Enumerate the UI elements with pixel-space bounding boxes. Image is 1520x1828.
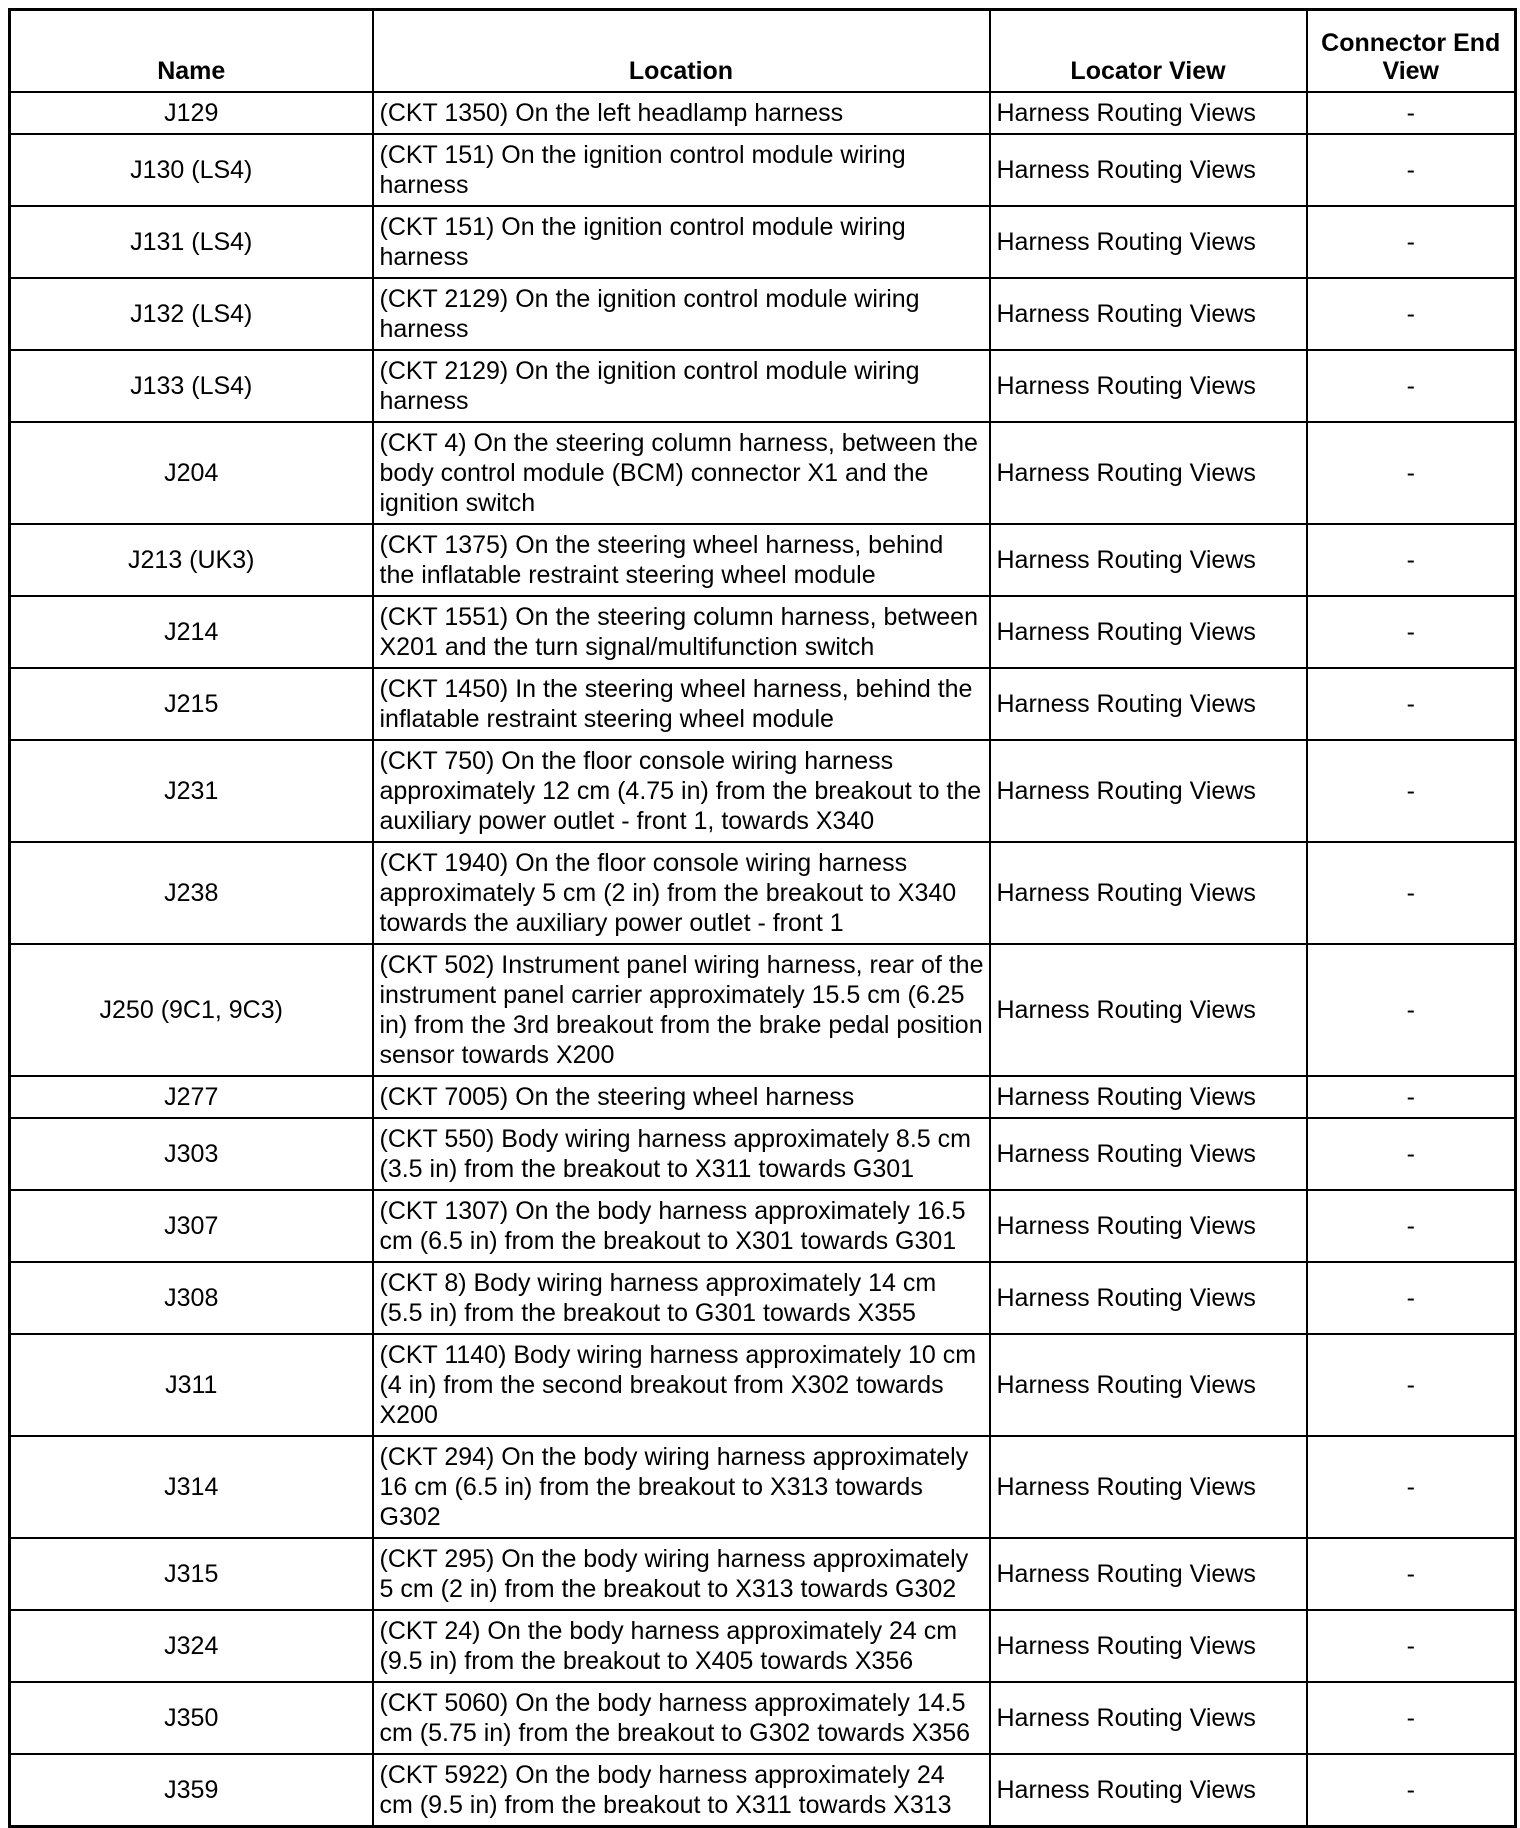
cell-location: (CKT 550) Body wiring harness approximately 8.5 cm (3.5 in) from the breakout to X311 towards G301 xyxy=(373,1118,990,1190)
cell-location: (CKT 1375) On the steering wheel harness, behind the inflatable restraint steering wheel module xyxy=(373,524,990,596)
cell-name: J131 (LS4) xyxy=(10,206,373,278)
cell-name: J324 xyxy=(10,1610,373,1682)
cell-name: J315 xyxy=(10,1538,373,1610)
table-row xyxy=(10,350,1516,422)
cell-location: (CKT 750) On the floor console wiring harness approximately 12 cm (4.75 in) from the breakout to the auxiliary power outlet - front 1, towards X340 xyxy=(373,740,990,842)
cell-connector-end-view: - xyxy=(1307,1118,1516,1190)
cell-location: (CKT 151) On the ignition control module wiring harness xyxy=(373,134,990,206)
cell-connector-end-view: - xyxy=(1307,1754,1516,1827)
cell-name: J277 xyxy=(10,1076,373,1118)
splice-location-table xyxy=(8,8,1517,1828)
cell-connector-end-view: - xyxy=(1307,422,1516,524)
table-row xyxy=(10,1076,1516,1118)
cell-connector-end-view: - xyxy=(1307,944,1516,1076)
cell-locator-view: Harness Routing Views xyxy=(990,278,1307,350)
cell-name: J311 xyxy=(10,1334,373,1436)
cell-connector-end-view: - xyxy=(1307,1190,1516,1262)
cell-location: (CKT 294) On the body wiring harness approximately 16 cm (6.5 in) from the breakout to X313 towards G302 xyxy=(373,1436,990,1538)
cell-locator-view: Harness Routing Views xyxy=(990,350,1307,422)
cell-name: J204 xyxy=(10,422,373,524)
cell-name: J130 (LS4) xyxy=(10,134,373,206)
splice-location-table-container xyxy=(8,8,1514,1828)
cell-name: J129 xyxy=(10,92,373,134)
table-row xyxy=(10,1334,1516,1436)
table-row xyxy=(10,842,1516,944)
table-row xyxy=(10,668,1516,740)
cell-connector-end-view: - xyxy=(1307,278,1516,350)
cell-locator-view: Harness Routing Views xyxy=(990,668,1307,740)
cell-location: (CKT 7005) On the steering wheel harness xyxy=(373,1076,990,1118)
cell-name: J213 (UK3) xyxy=(10,524,373,596)
cell-connector-end-view: - xyxy=(1307,92,1516,134)
cell-locator-view: Harness Routing Views xyxy=(990,134,1307,206)
cell-connector-end-view: - xyxy=(1307,1334,1516,1436)
table-row xyxy=(10,524,1516,596)
cell-locator-view: Harness Routing Views xyxy=(990,1610,1307,1682)
cell-locator-view: Harness Routing Views xyxy=(990,1538,1307,1610)
header-connector-end-view: Connector End View xyxy=(1307,10,1516,93)
table-row xyxy=(10,1610,1516,1682)
cell-locator-view: Harness Routing Views xyxy=(990,422,1307,524)
table-row xyxy=(10,1436,1516,1538)
cell-location: (CKT 1450) In the steering wheel harness, behind the inflatable restraint steering wheel module xyxy=(373,668,990,740)
table-row xyxy=(10,1538,1516,1610)
cell-connector-end-view: - xyxy=(1307,1076,1516,1118)
cell-location: (CKT 4) On the steering column harness, between the body control module (BCM) connector X1 and the ignition switch xyxy=(373,422,990,524)
cell-locator-view: Harness Routing Views xyxy=(990,92,1307,134)
table-row xyxy=(10,944,1516,1076)
table-row xyxy=(10,92,1516,134)
cell-location: (CKT 5922) On the body harness approximately 24 cm (9.5 in) from the breakout to X311 towards X313 xyxy=(373,1754,990,1827)
cell-locator-view: Harness Routing Views xyxy=(990,1682,1307,1754)
cell-name: J314 xyxy=(10,1436,373,1538)
cell-locator-view: Harness Routing Views xyxy=(990,944,1307,1076)
cell-location: (CKT 1140) Body wiring harness approximately 10 cm (4 in) from the second breakout from X302 towards X200 xyxy=(373,1334,990,1436)
table-row xyxy=(10,422,1516,524)
cell-location: (CKT 151) On the ignition control module wiring harness xyxy=(373,206,990,278)
cell-locator-view: Harness Routing Views xyxy=(990,740,1307,842)
cell-connector-end-view: - xyxy=(1307,134,1516,206)
cell-locator-view: Harness Routing Views xyxy=(990,1262,1307,1334)
header-location: Location xyxy=(373,10,990,93)
cell-location: (CKT 1350) On the left headlamp harness xyxy=(373,92,990,134)
cell-name: J215 xyxy=(10,668,373,740)
cell-name: J238 xyxy=(10,842,373,944)
cell-location: (CKT 1551) On the steering column harness, between X201 and the turn signal/multifunction switch xyxy=(373,596,990,668)
cell-name: J132 (LS4) xyxy=(10,278,373,350)
cell-name: J231 xyxy=(10,740,373,842)
header-name: Name xyxy=(10,10,373,93)
cell-name: J307 xyxy=(10,1190,373,1262)
cell-connector-end-view: - xyxy=(1307,350,1516,422)
table-row xyxy=(10,1262,1516,1334)
cell-connector-end-view: - xyxy=(1307,1682,1516,1754)
table-row xyxy=(10,596,1516,668)
cell-locator-view: Harness Routing Views xyxy=(990,206,1307,278)
cell-location: (CKT 295) On the body wiring harness approximately 5 cm (2 in) from the breakout to X313 towards G302 xyxy=(373,1538,990,1610)
cell-locator-view: Harness Routing Views xyxy=(990,842,1307,944)
cell-connector-end-view: - xyxy=(1307,524,1516,596)
table-row xyxy=(10,134,1516,206)
table-row xyxy=(10,206,1516,278)
cell-name: J359 xyxy=(10,1754,373,1827)
cell-location: (CKT 2129) On the ignition control module wiring harness xyxy=(373,278,990,350)
cell-location: (CKT 5060) On the body harness approximately 14.5 cm (5.75 in) from the breakout to G302 towards X356 xyxy=(373,1682,990,1754)
table-row xyxy=(10,740,1516,842)
cell-location: (CKT 1940) On the floor console wiring harness approximately 5 cm (2 in) from the breakout to X340 towards the auxiliary power outlet - front 1 xyxy=(373,842,990,944)
cell-location: (CKT 502) Instrument panel wiring harness, rear of the instrument panel carrier approximately 15.5 cm (6.25 in) from the 3rd breakout from the brake pedal position sensor towards X200 xyxy=(373,944,990,1076)
cell-name: J303 xyxy=(10,1118,373,1190)
cell-name: J214 xyxy=(10,596,373,668)
cell-connector-end-view: - xyxy=(1307,1538,1516,1610)
cell-locator-view: Harness Routing Views xyxy=(990,1190,1307,1262)
table-row xyxy=(10,1682,1516,1754)
cell-connector-end-view: - xyxy=(1307,740,1516,842)
cell-name: J250 (9C1, 9C3) xyxy=(10,944,373,1076)
cell-connector-end-view: - xyxy=(1307,842,1516,944)
cell-locator-view: Harness Routing Views xyxy=(990,1076,1307,1118)
table-row xyxy=(10,1190,1516,1262)
table-row xyxy=(10,1118,1516,1190)
cell-location: (CKT 1307) On the body harness approximately 16.5 cm (6.5 in) from the breakout to X301 towards G301 xyxy=(373,1190,990,1262)
cell-locator-view: Harness Routing Views xyxy=(990,1334,1307,1436)
cell-connector-end-view: - xyxy=(1307,668,1516,740)
cell-connector-end-view: - xyxy=(1307,1436,1516,1538)
cell-connector-end-view: - xyxy=(1307,596,1516,668)
cell-locator-view: Harness Routing Views xyxy=(990,1754,1307,1827)
cell-name: J133 (LS4) xyxy=(10,350,373,422)
cell-locator-view: Harness Routing Views xyxy=(990,1436,1307,1538)
table-row xyxy=(10,1754,1516,1827)
cell-locator-view: Harness Routing Views xyxy=(990,1118,1307,1190)
table-header-row xyxy=(10,10,1516,93)
table-row xyxy=(10,278,1516,350)
cell-locator-view: Harness Routing Views xyxy=(990,596,1307,668)
cell-location: (CKT 2129) On the ignition control module wiring harness xyxy=(373,350,990,422)
cell-name: J350 xyxy=(10,1682,373,1754)
cell-name: J308 xyxy=(10,1262,373,1334)
cell-location: (CKT 24) On the body harness approximately 24 cm (9.5 in) from the breakout to X405 towards X356 xyxy=(373,1610,990,1682)
cell-connector-end-view: - xyxy=(1307,206,1516,278)
cell-connector-end-view: - xyxy=(1307,1262,1516,1334)
cell-connector-end-view: - xyxy=(1307,1610,1516,1682)
header-locator-view: Locator View xyxy=(990,10,1307,93)
cell-location: (CKT 8) Body wiring harness approximately 14 cm (5.5 in) from the breakout to G301 towards X355 xyxy=(373,1262,990,1334)
cell-locator-view: Harness Routing Views xyxy=(990,524,1307,596)
